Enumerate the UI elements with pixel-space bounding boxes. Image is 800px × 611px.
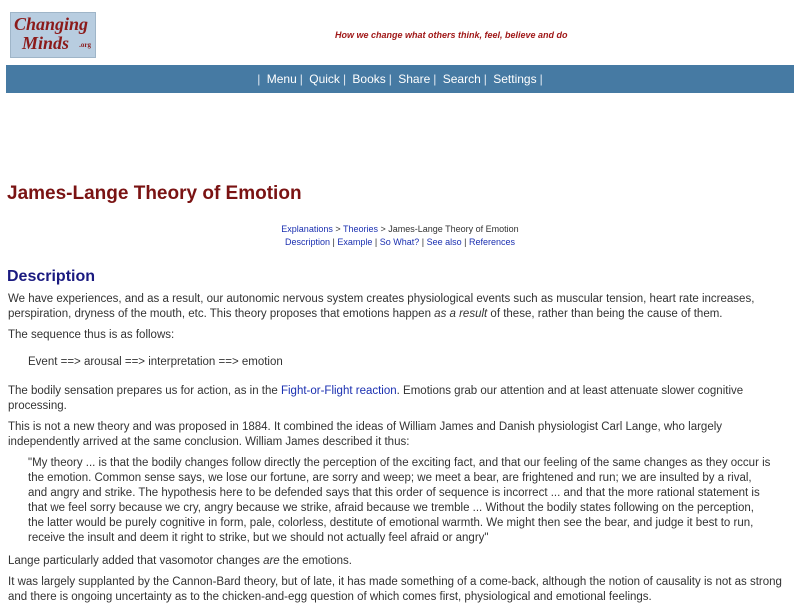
description-heading: Description — [7, 268, 96, 285]
site-tagline: How we change what others think, feel, believe and do — [335, 30, 568, 40]
nav-search-link[interactable]: Search — [442, 72, 481, 86]
breadcrumb-theories-link[interactable]: Theories — [342, 224, 378, 234]
paragraph: This is not a new theory and was proposed in 1884. It combined the ideas of William James and Danish physiologist Carl Lange, who largely independently arrived at the same conclusion. William James described it thus: — [8, 421, 723, 448]
nav-menu-link[interactable]: Menu — [266, 72, 297, 86]
nav-quick-link[interactable]: Quick — [309, 72, 340, 86]
paragraph: We have experiences, and as a result, our autonomic nervous system creates physiological events such as muscular tension, heart rate increases, perspiration, dryness of the mouth, etc. This theory proposes that emotions happen as a result of these, rather than being the cause of them. — [8, 293, 755, 320]
sequence-line: Event ==> arousal ==> interpretation ==> emotion — [28, 356, 283, 368]
logo-org: .org — [79, 41, 91, 49]
page-title: James-Lange Theory of Emotion — [7, 183, 302, 204]
paragraph: The sequence thus is as follows: — [8, 329, 175, 341]
nav-share-link[interactable]: Share — [398, 72, 431, 86]
logo-line2: Minds — [22, 33, 70, 53]
breadcrumb-explanations-link[interactable]: Explanations — [281, 224, 333, 234]
paragraph: It was largely supplanted by the Cannon-Bard theory, but of late, it has made something of a come-back, although the notion of causality is not as strong and there is ongoing uncertainty as to the chicken-and-egg question of which comes first, physiological and emotional feelings. — [8, 576, 782, 603]
fight-or-flight-link[interactable]: Fight-or-Flight reaction — [280, 385, 397, 397]
article-body — [8, 292, 792, 611]
paragraph: The bodily sensation prepares us for action, as in the Fight-or-Flight reaction. Emotions grab our attention and at least attenuate slower cognitive processing. — [8, 385, 744, 412]
section-link-see-also[interactable]: See also — [426, 237, 462, 247]
section-link-references[interactable]: References — [468, 237, 515, 247]
section-link-example[interactable]: Example — [337, 237, 373, 247]
section-links: Description | Example | So What? | See also | References — [284, 237, 515, 247]
james-quote: "My theory ... is that the bodily changes follow directly the perception of the exciting fact, and that our feeling of the same changes as they occur is the emotion. Common sense says, we lose our fortune, are sorry and weep; we meet a bear, are frightened and run; we are insulted by a rival, and angry and strike. The hypothesis here to be defended says that this order of sequence is incorrect ... and that the more rational statement is that we feel sorry because we cry, angry because we strike, afraid because we tremble ... Without the bodily states following on the perception, the latter would be purely cognitive in form, pale, colorless, destitute of emotional warmth. We might then see the bear, and judge it best to run, receive the insult and deem it right to strike, but we should not actually feel afraid or angry" — [28, 457, 771, 544]
breadcrumb-current: James-Lange Theory of Emotion — [388, 224, 519, 234]
logo-line1: Changing — [14, 14, 89, 34]
site-logo[interactable] — [10, 12, 96, 58]
breadcrumb: Explanations > Theories > James-Lange Theory of Emotion Description | Example | So What? | See also | References — [0, 223, 800, 249]
section-link-so-what[interactable]: So What? — [379, 237, 420, 247]
paragraph: Lange particularly added that vasomotor changes are the emotions. — [8, 555, 352, 567]
main-nav-bar: | Menu | Quick | Books | Share | Search | Settings | — [6, 65, 794, 93]
nav-books-link[interactable]: Books — [352, 72, 386, 86]
section-link-description[interactable]: Description — [284, 237, 331, 247]
nav-settings-link[interactable]: Settings — [493, 72, 537, 86]
